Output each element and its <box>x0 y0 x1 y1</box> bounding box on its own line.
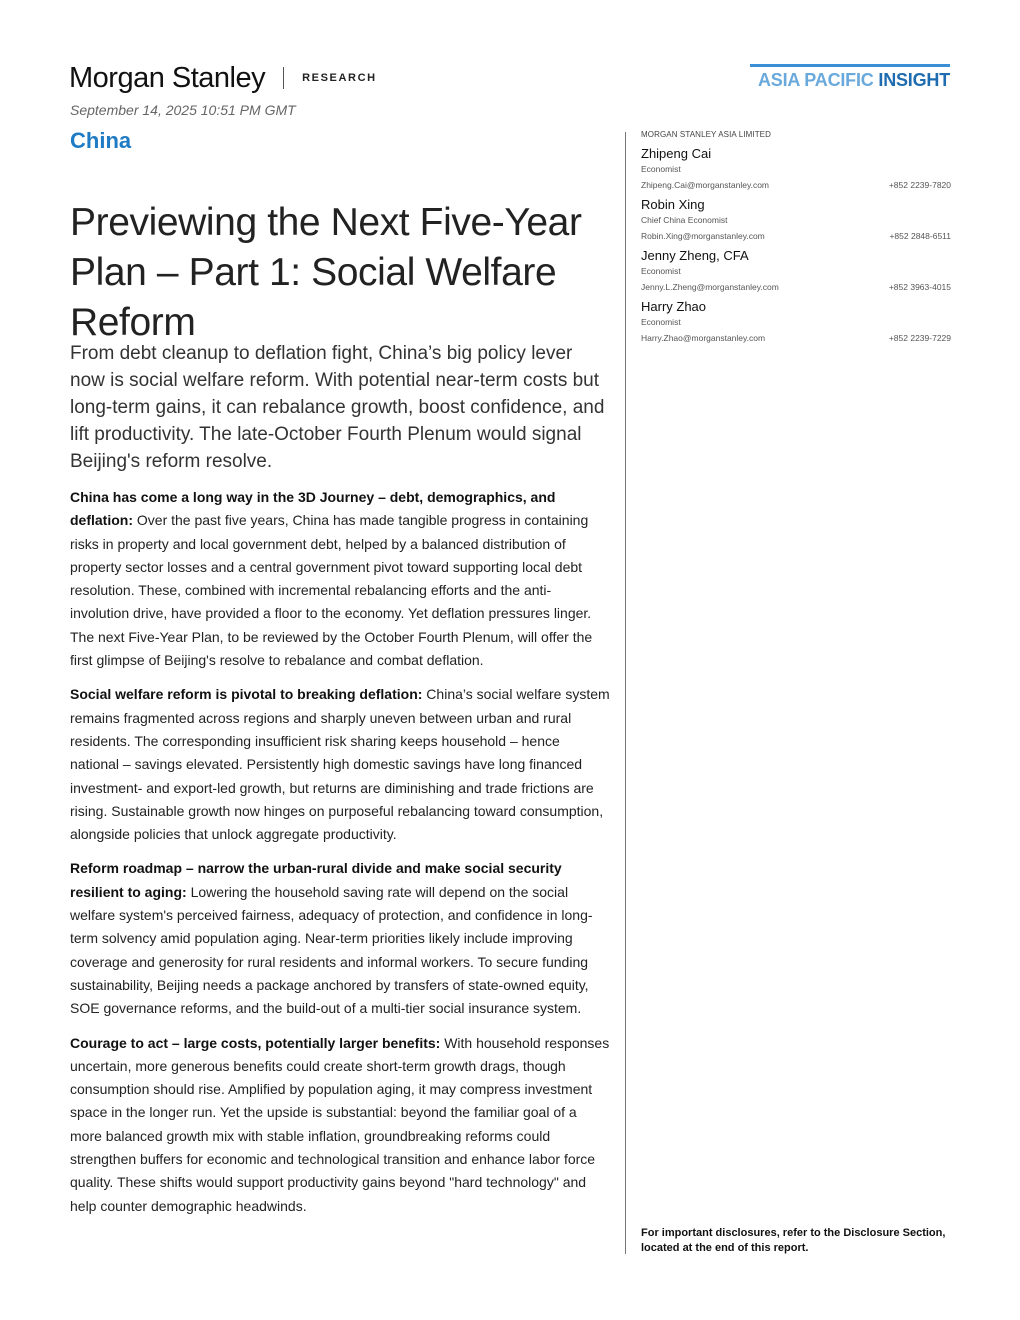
author-organization: MORGAN STANLEY ASIA LIMITED <box>641 130 771 139</box>
author-phone: +852 2848-6511 <box>889 231 951 241</box>
author-name: Jenny Zheng, CFA <box>641 248 749 263</box>
author-phone: +852 3963-4015 <box>888 282 951 292</box>
author-email-link[interactable]: Robin.Xing@morganstanley.com <box>641 231 765 241</box>
paragraph-text: Over the past five years, China has made tangible progress in containing risks in property and local government debt, helped by a balanced distribution of property sector losses and a central government pivot toward supporting local debt resolution. These, combined with incremental rebalancing efforts and the anti-involution drive, have provided a floor to the economy. Yet deflation pressures linger. The next Five-Year Plan, to be reviewed by the October Fourth Plenum, will offer the first glimpse of Beijing's resolve to rebalance and combat deflation. <box>70 512 593 669</box>
brand-name: Morgan Stanley <box>69 61 266 94</box>
paragraph-reform-roadmap <box>70 857 610 1020</box>
author-name: Zhipeng Cai <box>641 146 712 161</box>
author-contact <box>641 333 951 343</box>
author-phone: +852 2239-7820 <box>888 180 951 190</box>
author-card <box>641 196 951 241</box>
author-card <box>641 145 951 190</box>
author-sidebar <box>641 130 951 343</box>
author-role: Economist <box>641 164 681 174</box>
report-title: Previewing the Next Five-Year Plan – Part 1: Social Welfare Reform <box>70 201 582 345</box>
section-label: RESEARCH <box>302 72 377 84</box>
disclosure-note: For important disclosures, refer to the Disclosure Section, located at the end of this report. <box>641 1227 946 1254</box>
author-role: Chief China Economist <box>641 215 728 225</box>
report-summary: From debt cleanup to deflation fight, China’s big policy lever now is social welfare reform. With potential near-term costs but long-term gains, it can rebalance growth, boost confidence, and lift productivity. The late-October Fourth Plenum would signal Beijing's reform resolve. <box>70 343 605 472</box>
author-name: Harry Zhao <box>641 299 707 314</box>
series-title-part2: INSIGHT <box>878 70 950 90</box>
report-body <box>70 486 610 1229</box>
series-accent-bar <box>750 64 950 67</box>
author-name: Robin Xing <box>641 197 705 212</box>
paragraph-lead: China has come a long way in the 3D Journey – debt, demographics, and deflation: <box>70 489 556 529</box>
series-title-part1: ASIA PACIFIC <box>757 70 874 90</box>
author-email-link[interactable]: Harry.Zhao@morganstanley.com <box>641 333 766 343</box>
logo-divider <box>283 67 284 89</box>
paragraph-social-welfare <box>70 683 610 846</box>
author-card <box>641 247 951 292</box>
author-role: Economist <box>641 317 681 327</box>
author-email-link[interactable]: Zhipeng.Cai@morganstanley.com <box>641 180 770 190</box>
author-role: Economist <box>641 266 681 276</box>
author-email-link[interactable]: Jenny.L.Zheng@morganstanley.com <box>641 282 779 292</box>
author-phone: +852 2239-7229 <box>888 333 951 343</box>
author-card <box>641 298 951 343</box>
author-contact <box>641 282 951 292</box>
paragraph-lead: Social welfare reform is pivotal to breaking deflation: <box>70 686 423 703</box>
morgan-stanley-logo <box>69 60 377 96</box>
author-contact <box>641 180 951 190</box>
paragraph-text: With household responses uncertain, more generous benefits could create short-term growth drags, though consumption should rise. Amplified by population aging, it may compress investment space in the longer run. Yet the upside is substantial: beyond the familiar goal of a more balanced growth mix with stable inflation, groundbreaking reforms could strengthen buffers for economic and technological transition and enhance labor force quality. These shifts would support productivity gains beyond "hard technology" and help counter demographic headwinds. <box>70 1034 610 1214</box>
paragraph-3d-journey <box>70 486 610 672</box>
publish-date: September 14, 2025 10:51 PM GMT <box>70 102 296 118</box>
series-title <box>750 70 950 91</box>
paragraph-text: Lowering the household saving rate will depend on the social welfare system's perceived fairness, adequacy of protection, and confidence in long-term solvency amid population aging. Near-term priorities likely include improving coverage and generosity for rural residents and informal workers. To secure funding sustainability, Beijing needs a package anchored by transfers of state-owned equity, SOE governance reforms, and the build-out of a multi-tier social insurance system. <box>70 883 593 1017</box>
column-divider <box>625 132 626 1254</box>
paragraph-text: China’s social welfare system remains fragmented across regions and sharply uneven between urban and rural residents. The corresponding insufficient risk sharing keeps household – hence national – savings elevated. Persistently high domestic savings have long financed investment- and export-led growth, but returns are diminishing and trade frictions are rising. Sustainable growth now hinges on purposeful rebalancing toward consumption, alongside policies that unlock aggregate productivity. <box>70 686 610 843</box>
series-badge <box>750 64 950 91</box>
paragraph-lead: Courage to act – large costs, potentially larger benefits: <box>70 1034 441 1051</box>
author-contact <box>641 231 951 241</box>
paragraph-lead: Reform roadmap – narrow the urban-rural divide and make social security resilient to aging: <box>70 860 562 900</box>
region-label: China <box>70 128 132 153</box>
paragraph-courage-to-act <box>70 1032 610 1218</box>
